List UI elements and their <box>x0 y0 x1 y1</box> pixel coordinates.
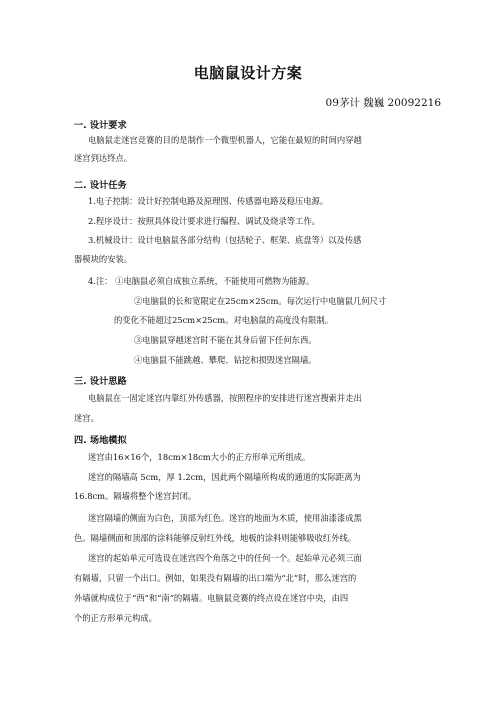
list-item: 2.程序设计：按照具体设计要求进行编程、调试及烧录等工作。 <box>88 216 320 226</box>
list-item: 3.机械设计：设计电脑鼠各部分结构（包括轮子、框架、底盘等）以及传感 <box>88 235 362 245</box>
note-item: ④电脑鼠不能跳越、攀爬、钻挖和损毁迷宫隔墙。 <box>134 355 317 365</box>
paragraph-line: 外墙就构成位于“西”和“南”的隔墙。电脑鼠竞赛的终点设在迷宫中央，由四 <box>74 593 349 603</box>
section-heading-simulation: 四. 场地模拟 <box>74 435 127 446</box>
list-item-continuation: 器模块的安装。 <box>74 254 133 264</box>
note-item-continuation: 的变化不能超过25cm×25cm。对电脑鼠的高度没有限制。 <box>114 315 334 325</box>
section-heading-requirements: 一. 设计要求 <box>74 120 127 131</box>
paragraph-line: 电脑鼠走迷宫竞赛的目的是制作一个微型机器人，它能在最短的时间内穿越 <box>88 135 362 145</box>
document-title: 电脑鼠设计方案 <box>193 64 303 82</box>
paragraph-line: 迷宫到达终点。 <box>74 153 133 163</box>
paragraph-line: 个的正方形单元构成。 <box>74 613 157 623</box>
paragraph-line: 迷宫由16×16个，18cm×18cm大小的正方形单元所组成。 <box>88 452 311 462</box>
note-item: 4.注： ①电脑鼠必须自成独立系统，不能使用可燃物为能源。 <box>88 276 315 286</box>
note-item: ③电脑鼠穿越迷宫时不能在其身后留下任何东西。 <box>134 335 317 345</box>
paragraph-line: 有隔墙，只留一个出口。例如，如果没有隔墙的出口端为“北”时，那么迷宫的 <box>74 573 357 583</box>
section-heading-tasks: 二. 设计任务 <box>74 180 127 191</box>
paragraph-line: 16.8cm。隔墙将整个迷宫封闭。 <box>74 491 197 501</box>
list-item: 1.电子控制：设计好控制电路及原理图、传感器电路及稳压电源。 <box>88 196 329 206</box>
paragraph-line: 电脑鼠在一固定迷宫内靠红外传感器，按照程序的安排进行迷宫搜索并走出 <box>88 393 362 403</box>
paragraph-line: 迷宫。 <box>74 413 99 423</box>
author-line: 09茅计 魏巍 20092216 <box>325 97 441 109</box>
section-heading-approach: 三. 设计思路 <box>74 376 127 387</box>
paragraph-line: 迷宫隔墙的侧面为白色，顶部为红色。迷宫的地面为木质，使用油漆漆成黑 <box>88 513 362 523</box>
note-item: ②电脑鼠的长和宽限定在25cm×25cm。每次运行中电脑鼠几何尺寸 <box>134 296 387 306</box>
paragraph-line: 迷宫的起始单元可选设在迷宫四个角落之中的任何一个。起始单元必须三面 <box>88 553 362 563</box>
paragraph-line: 迷宫的隔墙高 5cm，厚 1.2cm，因此两个隔墙所构成的通道的实际距离为 <box>88 472 361 482</box>
paragraph-line: 色。隔墙侧面和顶部的涂料能够反射红外线，地板的涂料则能够吸收红外线。 <box>74 533 357 543</box>
